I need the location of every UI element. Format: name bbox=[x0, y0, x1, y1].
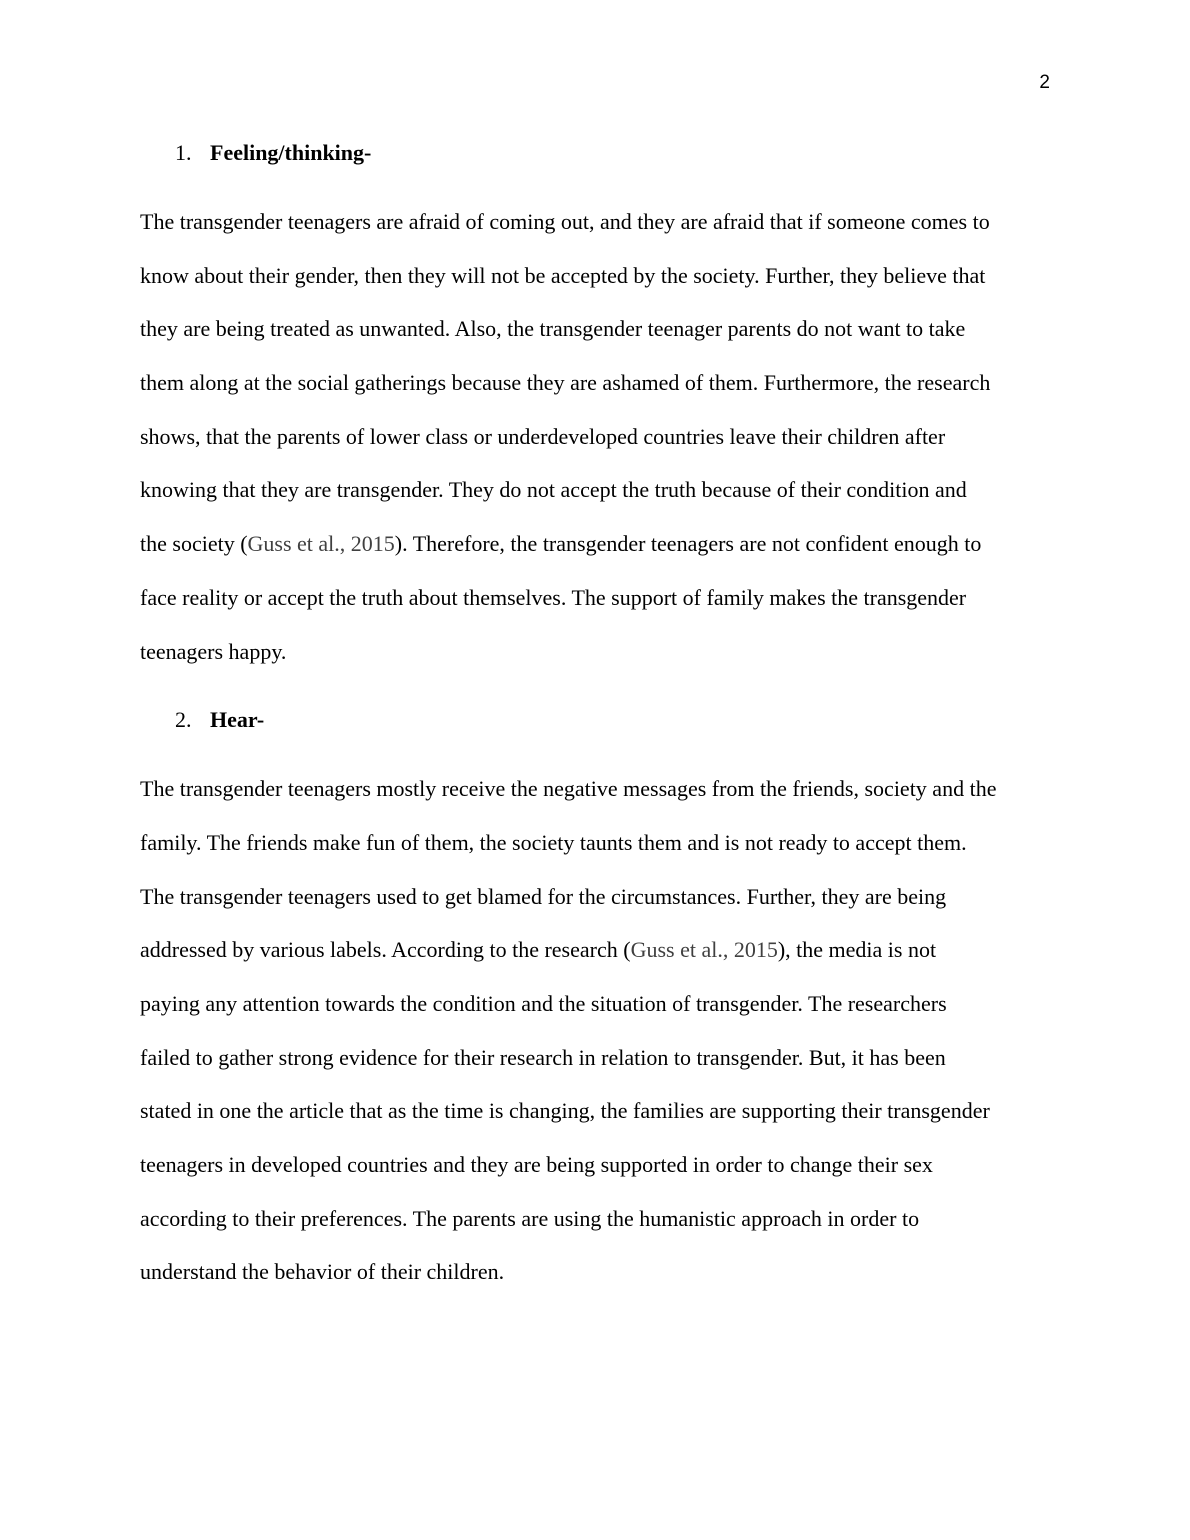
text-line: they are being treated as unwanted. Also, the transgender teenager parents do not want to take bbox=[140, 316, 966, 342]
heading-suffix: - bbox=[256, 707, 265, 733]
heading-title: Hear bbox=[210, 707, 257, 733]
citation: Guss et al., 2015 bbox=[630, 937, 778, 963]
text-line: shows, that the parents of lower class or underdeveloped countries leave their children after bbox=[140, 423, 946, 449]
text-line: teenagers happy. bbox=[140, 638, 287, 664]
text-line bbox=[140, 923, 1050, 977]
text-line: face reality or accept the truth about themselves. The support of family makes the transgender bbox=[140, 584, 967, 610]
text-line: know about their gender, then they will not be accepted by the society. Further, they believe that bbox=[140, 262, 986, 288]
text-line: them along at the social gatherings because they are ashamed of them. Furthermore, the research bbox=[140, 370, 991, 396]
text-line: teenagers in developed countries and they are being supported in order to change their sex bbox=[140, 1152, 933, 1177]
text-line: The transgender teenagers used to get blamed for the circumstances. Further, they are being bbox=[140, 883, 947, 909]
text-line: The transgender teenagers are afraid of coming out, and they are afraid that if someone comes to bbox=[140, 209, 990, 234]
text-line: paying any attention towards the condition and the situation of transgender. The researchers bbox=[140, 990, 947, 1016]
text-line: family. The friends make fun of them, the society taunts them and is not ready to accept them. bbox=[140, 829, 967, 855]
heading-title: Feeling/thinking bbox=[210, 140, 365, 165]
page-number: 2 bbox=[1039, 72, 1050, 93]
text-line: failed to gather strong evidence for their research in relation to transgender. But, it has been bbox=[140, 1044, 946, 1070]
citation: Guss et al., 2015 bbox=[247, 531, 395, 557]
text-line: knowing that they are transgender. They do not accept the truth because of their condition and bbox=[140, 477, 967, 503]
paragraph-feeling-thinking bbox=[140, 195, 1050, 678]
text-line: according to their preferences. The parents are using the humanistic approach in order to bbox=[140, 1205, 920, 1231]
text-segment: ), the media is not bbox=[777, 937, 937, 963]
text-line: The transgender teenagers mostly receive the negative messages from the friends, society and the bbox=[140, 776, 997, 802]
section-heading-feeling-thinking bbox=[140, 126, 1050, 180]
paragraph-hear bbox=[140, 762, 1050, 1299]
section-heading-hear bbox=[140, 693, 1050, 747]
text-line bbox=[140, 517, 1050, 571]
document-body bbox=[140, 126, 1050, 1314]
heading-suffix: - bbox=[364, 140, 372, 165]
text-segment: addressed by various labels. According to the research ( bbox=[140, 937, 631, 963]
text-line: understand the behavior of their children. bbox=[140, 1259, 505, 1285]
text-segment: the society ( bbox=[140, 531, 248, 557]
list-number: 1. bbox=[175, 140, 192, 165]
list-number: 2. bbox=[175, 707, 192, 733]
text-segment: ). Therefore, the transgender teenagers are not confident enough to bbox=[394, 531, 982, 557]
text-line: stated in one the article that as the time is changing, the families are supporting their transgender bbox=[140, 1098, 990, 1124]
